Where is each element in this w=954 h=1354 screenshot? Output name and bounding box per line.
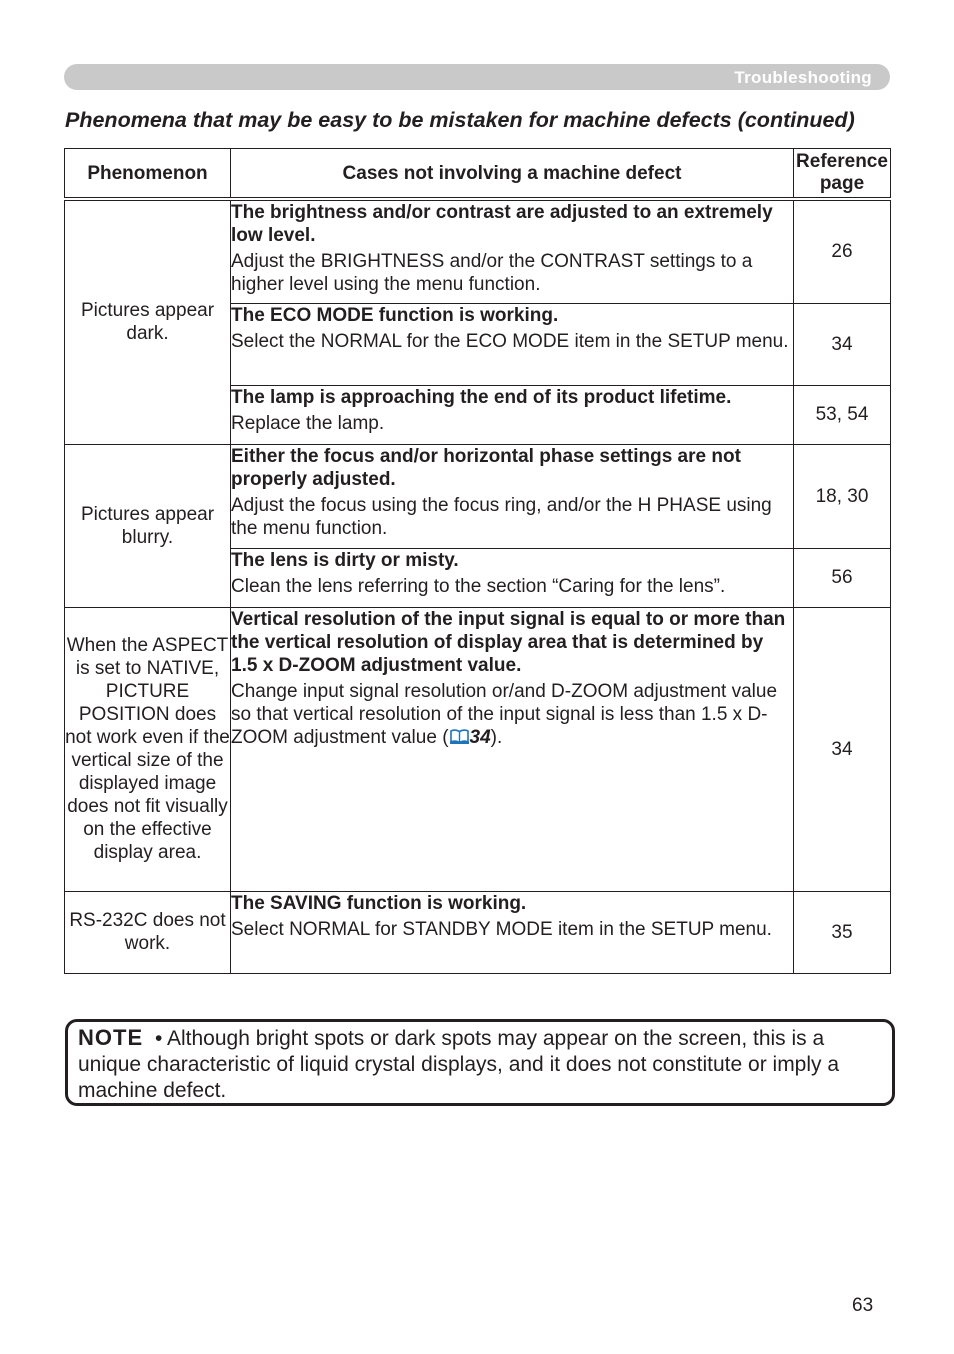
phenomenon-cell: RS-232C does not work. (65, 891, 231, 973)
reference-page-cell: 18, 30 (794, 444, 891, 548)
page-number: 63 (852, 1295, 874, 1316)
remedy-text: Replace the lamp. (231, 412, 385, 434)
section-label: Troubleshooting (734, 68, 872, 87)
remedy-text-main: Change input signal resolution or/and D-ZOOM adjustment value so that vertical resolution of the input signal is less than 1.5 x D-ZOOM adjustment value ( (231, 680, 778, 748)
remedy-text: Adjust the focus using the focus ring, and/or the H PHASE using the menu function. (231, 494, 772, 539)
case-cell (231, 303, 794, 385)
reference-page-cell: 35 (794, 891, 891, 973)
note-label: NOTE (78, 1025, 144, 1050)
cause-text: The ECO MODE function is working. (231, 304, 559, 326)
remedy-text-end: ). (490, 726, 503, 748)
remedy-text: Adjust the BRIGHTNESS and/or the CONTRAST settings to a higher level using the menu function. (231, 251, 753, 295)
reference-header-line1: Reference (796, 151, 888, 172)
column-header-reference (794, 149, 891, 200)
column-header-cases: Cases not involving a machine defect (231, 149, 794, 200)
table-row (65, 199, 891, 303)
cause-text: The lamp is approaching the end of its product lifetime. (231, 386, 732, 408)
cause-text: The SAVING function is working. (231, 892, 527, 914)
reference-page-cell: 34 (794, 303, 891, 385)
cause-text: The brightness and/or contrast are adjusted to an extremely low level. (231, 202, 773, 246)
remedy-text: Clean the lens referring to the section “Caring for the lens”. (231, 575, 726, 597)
remedy-text (231, 680, 793, 749)
reference-page-cell: 53, 54 (794, 385, 891, 444)
cause-text: The lens is dirty or misty. (231, 549, 459, 571)
inline-page-reference[interactable]: 34 (469, 726, 491, 748)
table-header-row (65, 149, 891, 200)
case-cell (231, 444, 794, 548)
reference-header-line2: page (819, 173, 865, 194)
case-cell (231, 385, 794, 444)
table-row (65, 444, 891, 548)
reference-page-cell: 26 (794, 199, 891, 303)
column-header-phenomenon: Phenomenon (65, 149, 231, 200)
case-cell (231, 891, 794, 973)
phenomenon-cell: When the ASPECT is set to NATIVE, PICTURE POSITION does not work even if the vertical size of the displayed image does not fit visually on the effective display area. (65, 607, 231, 891)
table-row (65, 607, 891, 891)
reference-page-cell: 34 (794, 607, 891, 891)
phenomenon-cell: Pictures appear blurry. (65, 444, 231, 607)
case-cell (231, 548, 794, 607)
troubleshooting-table (64, 148, 891, 974)
book-icon (450, 729, 469, 744)
remedy-text: Select NORMAL for STANDBY MODE item in the SETUP menu. (231, 918, 772, 940)
page-title: Phenomena that may be easy to be mistaken for machine defects (continued) (65, 108, 855, 132)
case-cell (231, 199, 794, 303)
cause-text: Either the focus and/or horizontal phase settings are not properly adjusted. (231, 445, 741, 490)
note-box (65, 1019, 895, 1106)
section-header-bar (64, 64, 890, 90)
table-row (65, 891, 891, 973)
note-text: • Although bright spots or dark spots may appear on the screen, this is a unique characteristic of liquid crystal displays, and it does not constitute or imply a machine defect. (78, 1027, 840, 1102)
phenomenon-cell: Pictures appear dark. (65, 199, 231, 444)
reference-page-cell: 56 (794, 548, 891, 607)
remedy-text: Select the NORMAL for the ECO MODE item in the SETUP menu. (231, 330, 789, 352)
case-cell (231, 607, 794, 891)
cause-text: Vertical resolution of the input signal is equal to or more than the vertical resolution of display area that is determined by 1.5 x D-ZOOM adjustment value. (231, 608, 786, 676)
